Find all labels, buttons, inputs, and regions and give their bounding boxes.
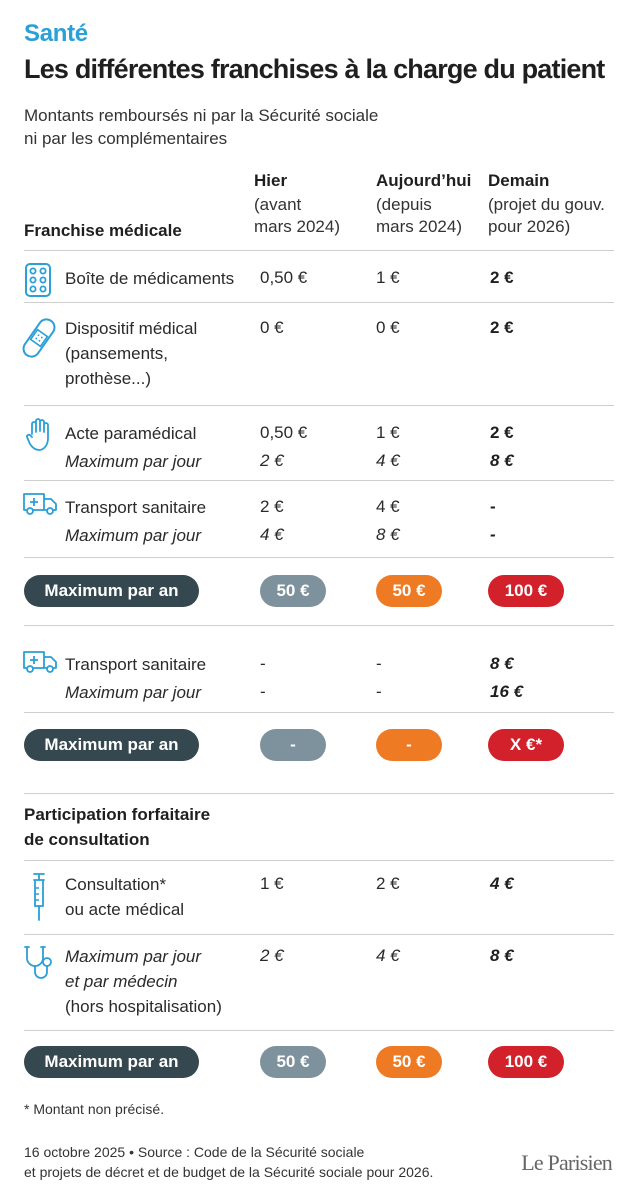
- row-sublabel-max-par-jour: Maximum par jour: [65, 526, 202, 545]
- max-par-an-demain-badge: X €*: [488, 729, 564, 761]
- cell-hier: 2 €: [260, 497, 284, 516]
- subtitle-line-2: ni par les complémentaires: [24, 129, 228, 148]
- row-label-line-3: (hors hospitalisation): [65, 997, 222, 1016]
- column-sub-hier-1: (avant: [254, 195, 302, 214]
- row-label-line-1: Dispositif médical: [65, 319, 198, 338]
- divider: [24, 250, 614, 251]
- cell-aujourdhui: -: [376, 654, 382, 673]
- max-par-an-hier-badge: -: [260, 729, 326, 761]
- row-label-boite-medicaments: Boîte de médicaments: [65, 269, 235, 288]
- row-label-line-3: prothèse...): [65, 369, 151, 388]
- page-title: Les différentes franchises à la charge du patient: [24, 54, 605, 84]
- cell-demain: 2 €: [490, 268, 514, 287]
- stethoscope-icon: [22, 944, 58, 984]
- max-par-an-label: Maximum par an: [24, 729, 199, 761]
- category-label: Santé: [24, 20, 88, 47]
- cell-hier: 0,50 €: [260, 423, 308, 442]
- column-header-aujourdhui: [376, 170, 471, 238]
- cell-demain: 16 €: [490, 682, 524, 701]
- cell-demain: 2 €: [490, 318, 514, 337]
- row-label-dispositif-medical: [65, 316, 197, 391]
- row-label-max-par-jour-medecin: [65, 944, 222, 1019]
- column-title-aujourdhui: Aujourd’hui: [376, 171, 472, 190]
- cell-demain: 4 €: [490, 874, 514, 893]
- bandage-icon: [22, 316, 56, 360]
- row-sublabel-max-par-jour: Maximum par jour: [65, 452, 202, 471]
- cell-aujourdhui: 2 €: [376, 874, 400, 893]
- cell-aujourdhui: 8 €: [376, 525, 400, 544]
- source-line-2: et projets de décret et de budget de la Sécurité sociale pour 2026.: [24, 1164, 434, 1180]
- row-label-transport-sanitaire: Transport sanitaire: [65, 498, 207, 517]
- section-title-participation-forfaitaire: [24, 802, 210, 852]
- max-par-an-label: Maximum par an: [24, 575, 199, 607]
- ambulance-icon: [22, 648, 58, 674]
- max-par-an-hier-badge: 50 €: [260, 575, 326, 607]
- hand-icon: [26, 418, 52, 452]
- column-title-demain: Demain: [488, 171, 550, 190]
- divider: [24, 712, 614, 713]
- cell-hier: 1 €: [260, 874, 284, 893]
- footnote: * Montant non précisé.: [24, 1101, 165, 1117]
- max-par-an-demain-badge: 100 €: [488, 1046, 564, 1078]
- max-par-an-demain-badge: 100 €: [488, 575, 564, 607]
- cell-aujourdhui: 4 €: [376, 451, 400, 470]
- column-sub-demain-1: (projet du gouv.: [488, 195, 605, 214]
- subtitle-line-1: Montants remboursés ni par la Sécurité sociale: [24, 106, 379, 125]
- row-label-line-2: (pansements,: [65, 344, 168, 363]
- divider: [24, 557, 266, 558]
- column-sub-aujourdhui-1: (depuis: [376, 195, 432, 214]
- cell-demain: -: [490, 497, 496, 516]
- column-header-hier: [254, 170, 340, 238]
- divider: [24, 934, 614, 935]
- divider: [24, 480, 614, 481]
- row-label-line-1: Consultation*: [65, 875, 167, 894]
- divider: [24, 860, 614, 861]
- max-par-an-hier-badge: 50 €: [260, 1046, 326, 1078]
- subtitle: [24, 104, 444, 150]
- cell-hier: -: [260, 682, 266, 701]
- cell-aujourdhui: -: [376, 682, 382, 701]
- cell-demain: 8 €: [490, 451, 514, 470]
- cell-hier: 2 €: [260, 451, 284, 470]
- cell-hier: 0,50 €: [260, 268, 308, 287]
- section-title-franchise-medicale: Franchise médicale: [24, 221, 182, 240]
- le-parisien-logo: Le Parisien: [521, 1150, 612, 1175]
- row-label-line-2: ou acte médical: [65, 900, 185, 919]
- cell-aujourdhui: 1 €: [376, 423, 400, 442]
- max-par-an-aujourdhui-badge: 50 €: [376, 1046, 442, 1078]
- max-par-an-aujourdhui-badge: -: [376, 729, 442, 761]
- source-line-1: 16 octobre 2025 • Source : Code de la Sécurité sociale: [24, 1144, 365, 1160]
- max-par-an-aujourdhui-badge: 50 €: [376, 575, 442, 607]
- row-label-acte-paramedical: Acte paramédical: [65, 424, 197, 443]
- cell-hier: 4 €: [260, 525, 284, 544]
- row-sublabel-max-par-jour: Maximum par jour: [65, 683, 202, 702]
- cell-hier: -: [260, 654, 266, 673]
- divider: [256, 557, 614, 558]
- cell-aujourdhui: 1 €: [376, 268, 400, 287]
- cell-demain: 8 €: [490, 946, 514, 965]
- cell-demain: -: [490, 525, 496, 544]
- row-label-line-1: Maximum par jour: [65, 947, 202, 966]
- column-header-demain: [488, 170, 605, 238]
- source-note: [24, 1142, 433, 1182]
- column-sub-demain-2: pour 2026): [488, 217, 571, 236]
- cell-hier: 0 €: [260, 318, 284, 337]
- divider: [24, 793, 614, 794]
- cell-aujourdhui: 4 €: [376, 946, 400, 965]
- cell-aujourdhui: 0 €: [376, 318, 400, 337]
- column-sub-hier-2: mars 2024): [254, 217, 340, 236]
- ambulance-icon: [22, 490, 58, 516]
- row-label-consultation: [65, 872, 184, 922]
- section-title-line-2: de consultation: [24, 830, 150, 849]
- cell-hier: 2 €: [260, 946, 284, 965]
- row-label-line-2: et par médecin: [65, 972, 178, 991]
- divider: [24, 302, 614, 303]
- cell-demain: 8 €: [490, 654, 514, 673]
- column-sub-aujourdhui-2: mars 2024): [376, 217, 462, 236]
- divider: [24, 405, 614, 406]
- section-title-line-1: Participation forfaitaire: [24, 805, 211, 824]
- syringe-icon: [28, 872, 50, 922]
- divider: [24, 625, 614, 626]
- cell-demain: 2 €: [490, 423, 514, 442]
- row-label-transport-sanitaire: Transport sanitaire: [65, 655, 207, 674]
- divider: [24, 1030, 614, 1031]
- cell-aujourdhui: 4 €: [376, 497, 400, 516]
- max-par-an-label: Maximum par an: [24, 1046, 199, 1078]
- column-title-hier: Hier: [254, 171, 288, 190]
- pill-blister-icon: [24, 262, 52, 298]
